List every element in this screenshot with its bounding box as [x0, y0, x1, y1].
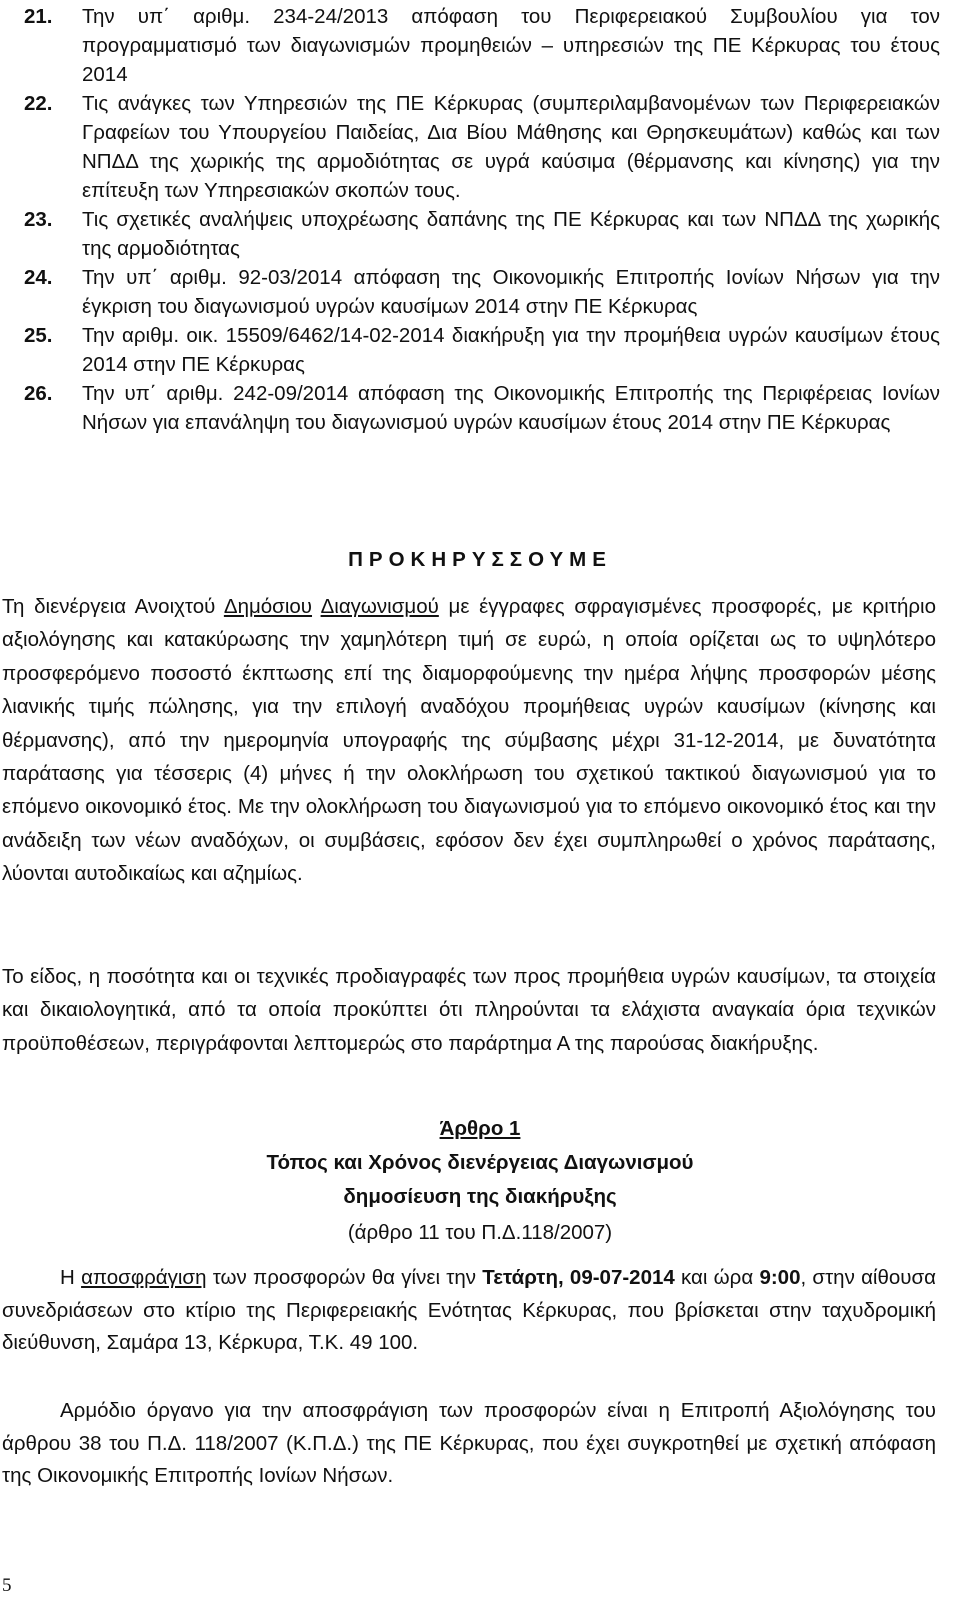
underlined-text: Διαγωνισμού — [320, 595, 439, 618]
paragraph-text: , στην αίθουσα συνεδριάσεων στο κτίριο της Περιφερειακής Ενότητας Κέρκυρας, που βρίσκεται στην ταχυδρομική διεύθυνση, Σαμάρα 13, Κέρκυρα, Τ.Κ. 49 100. — [2, 1266, 936, 1355]
list-item — [24, 2, 940, 89]
paragraph-text — [312, 595, 321, 618]
bold-date: Τετάρτη, 09-07-2014 — [482, 1266, 675, 1289]
list-item-text: Την υπ΄ αριθμ. 92-03/2014 απόφαση της Οικονομικής Επιτροπής Ιονίων Νήσων για την έγκριση του διαγωνισμού υγρών καυσίμων 2014 στην ΠΕ Κέρκυρας — [82, 266, 940, 318]
paragraph-text: και ώρα — [674, 1266, 760, 1289]
numbered-list — [24, 2, 940, 437]
bold-time: 9:00 — [759, 1266, 801, 1289]
page-number: 5 — [2, 1575, 12, 1596]
paragraph-text: Τη διενέργεια Ανοιχτού — [2, 595, 224, 618]
paragraph-text: Η — [60, 1266, 82, 1289]
list-item — [24, 205, 940, 263]
article-subtitle: Τόπος και Χρόνος διενέργειας Διαγωνισμού — [266, 1151, 694, 1174]
list-item-text: Την αριθμ. οικ. 15509/6462/14-02-2014 διακήρυξη για την προμήθεια υγρών καυσίμων έτους 2014 στην ΠΕ Κέρκυρας — [82, 324, 940, 376]
list-item-number: 24. — [24, 266, 53, 289]
list-item — [24, 321, 940, 379]
paragraph-text: των προσφορών θα γίνει την — [206, 1266, 483, 1289]
proclaim-heading: ΠΡΟΚΗΡΥΣΣΟΥΜΕ — [348, 548, 612, 571]
article-heading — [0, 1112, 960, 1250]
tender-paragraph — [2, 590, 936, 891]
list-item-number: 23. — [24, 208, 53, 231]
list-item-number: 25. — [24, 324, 53, 347]
list-item-text: Την υπ΄ αριθμ. 242-09/2014 απόφαση της Οικονομικής Επιτροπής της Περιφέρειας Ιονίων Νήσων για επανάληψη του διαγωνισμού υγρών καυσίμων έτους 2014 στην ΠΕ Κέρκυρας — [82, 382, 940, 434]
committee-paragraph: Αρμόδιο όργανο για την αποσφράγιση των προσφορών είναι η Επιτροπή Αξιολόγησης του άρθρου 38 του Π.Δ. 118/2007 (Κ.Π.Δ.) της ΠΕ Κέρκυρας, που έχει συγκροτηθεί με σχετική απόφαση της Οικονομικής Επιτροπής Ιονίων Νήσων. — [2, 1399, 936, 1488]
list-item-text: Τις ανάγκες των Υπηρεσιών της ΠΕ Κέρκυρας (συμπεριλαμβανομένων των Περιφερειακών Γραφείων του Υπουργείου Παιδείας, Δια Βίου Μάθησης και Θρησκευμάτων) καθώς και των ΝΠΔΔ της χωρικής της αρμοδιότητας σε υγρά καύσιμα (θέρμανσης και κίνησης) για την επίτευξη των Υπηρεσιακών σκοπών τους. — [82, 92, 940, 202]
article-subtitle: δημοσίευση της διακήρυξης — [343, 1185, 617, 1208]
opening-paragraph — [2, 1262, 936, 1360]
specifications-paragraph: Το είδος, η ποσότητα και οι τεχνικές προδιαγραφές των προς προμήθεια υγρών καυσίμων, τα στοιχεία και δικαιολογητικά, από τα οποία προκύπτει ότι πληρούνται τα ελάχιστα αναγκαία όρια τεχνικών προϋποθέσεων, περιγράφονται λεπτομερώς στο παράρτημα Α της παρούσας διακήρυξης. — [2, 965, 936, 1055]
list-item-number: 21. — [24, 5, 53, 28]
article-reference: (άρθρο 11 του Π.Δ.118/2007) — [347, 1221, 613, 1244]
list-item — [24, 263, 940, 321]
list-item — [24, 379, 940, 437]
underlined-text: Δημόσιου — [223, 595, 313, 618]
list-item — [24, 89, 940, 205]
list-item-text: Την υπ΄ αριθμ. 234-24/2013 απόφαση του Περιφερειακού Συμβουλίου για τον προγραμματισμό των διαγωνισμών προμηθειών – υπηρεσιών της ΠΕ Κέρκυρας του έτους 2014 — [82, 5, 940, 86]
list-item-number: 22. — [24, 92, 53, 115]
article-title: Άρθρο 1 — [439, 1117, 521, 1140]
paragraph-text: με έγγραφες σφραγισμένες προσφορές, με κριτήριο αξιολόγησης και κατακύρωσης την χαμηλότερη τιμή σε ευρώ, η οποία ορίζεται ως το υψηλότερο προσφερόμενο ποσοστό έκπτωσης επί της διαμορφούμενης την ημέρα λήψης προσφορών μέσης λιανικής τιμής πώλησης, για την επιλογή αναδόχου προμήθειας υγρών καυσίμων (κίνησης και θέρμανσης), από την ημερομηνία υπογραφής της σύμβασης μέχρι 31-12-2014, με δυνατότητα παράτασης για τέσσερις (4) μήνες ή την ολοκλήρωση του σχετικού τακτικού διαγωνισμού για το επόμενο οικονομικό έτος. Με την ολοκλήρωση του διαγωνισμού για το επόμενο οικονομικό έτος και την ανάδειξη των νέων αναδόχων, οι συμβάσεις, εφόσον δεν έχει συμπληρωθεί ο χρόνος παράτασης, λύονται αυτοδικαίως και αζημίως. — [2, 595, 936, 886]
list-item-text: Τις σχετικές αναλήψεις υποχρέωσης δαπάνης της ΠΕ Κέρκυρας και των ΝΠΔΔ της χωρικής της αρμοδιότητας — [82, 208, 940, 260]
list-item-number: 26. — [24, 382, 53, 405]
underlined-text: αποσφράγιση — [81, 1266, 207, 1289]
